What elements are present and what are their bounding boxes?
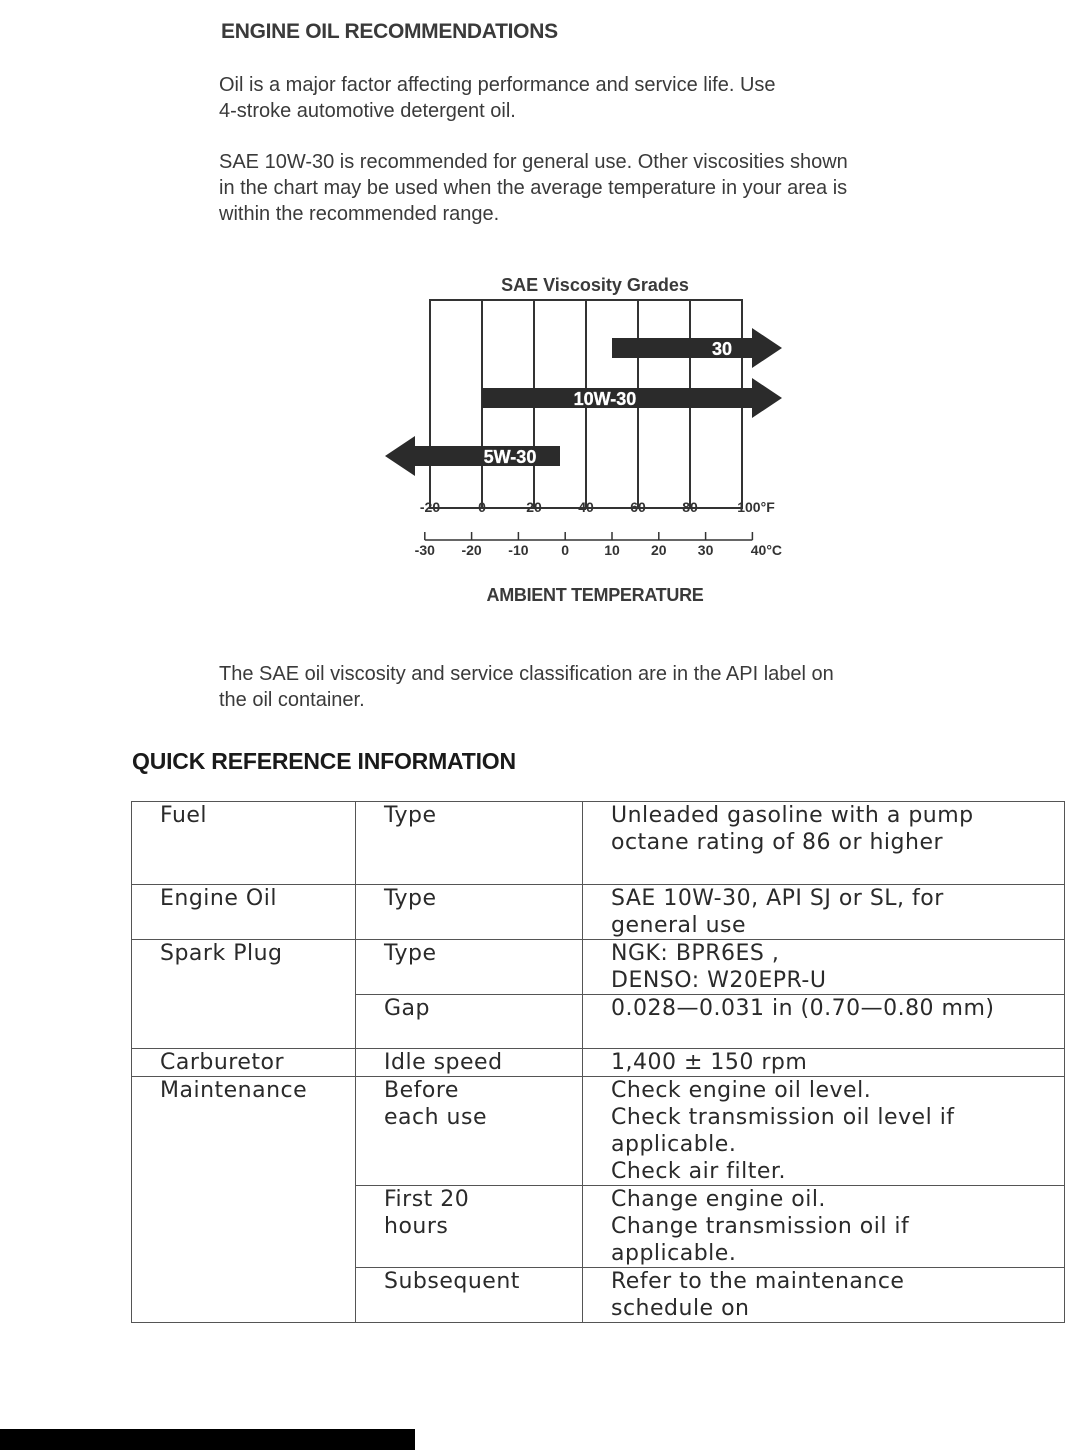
table-row: [132, 885, 1065, 940]
fahrenheit-tick-label: 100°F: [737, 499, 775, 515]
celsius-tick-label: 30: [697, 542, 714, 558]
value-line: Check air filter.: [611, 1159, 786, 1184]
value-line: SAE 10W-30, API SJ or SL, for: [611, 886, 944, 911]
chart-title: SAE Viscosity Grades: [501, 275, 689, 295]
value-cell: [583, 1186, 1065, 1268]
celsius-tick-label: 0: [561, 542, 570, 558]
item-cell: [356, 1049, 583, 1077]
value-line: Refer to the maintenance: [611, 1269, 905, 1294]
item-cell: [356, 885, 583, 940]
bar-label: 10W-30: [573, 389, 637, 409]
item-cell: [356, 1186, 583, 1268]
value-line: octane rating of 86 or higher: [611, 830, 944, 855]
fahrenheit-tick-label: 60: [630, 499, 646, 515]
item-cell: [356, 940, 583, 995]
category-cell: [132, 885, 356, 940]
celsius-tick-label: -10: [508, 542, 529, 558]
item-label: Type: [384, 886, 437, 911]
celsius-tick-label: 10: [604, 542, 620, 558]
fahrenheit-tick-label: 80: [682, 499, 698, 515]
item-label: Type: [384, 803, 437, 828]
table-row: [132, 1049, 1065, 1077]
item-label: Subsequent: [384, 1269, 520, 1294]
item-label: hours: [384, 1214, 449, 1239]
viscosity-line: in the chart may be used when the average temperature in your area is: [219, 177, 848, 199]
item-label: Idle speed: [384, 1050, 503, 1075]
celsius-tick-label: 20: [651, 542, 667, 558]
value-line: 1,400 ± 150 rpm: [611, 1050, 808, 1075]
item-label: each use: [384, 1105, 487, 1130]
bar-label: 5W-30: [483, 447, 537, 467]
value-line: applicable.: [611, 1132, 737, 1157]
table-row: [132, 1077, 1065, 1186]
table-row: [132, 940, 1065, 995]
oil-intro-line: Oil is a major factor affecting performance and service life. Use: [219, 74, 776, 96]
value-line: 0.028—0.031 in (0.70—0.80 mm): [611, 996, 995, 1021]
viscosity-line: within the recommended range.: [219, 203, 500, 225]
api-label-line: The SAE oil viscosity and service classification are in the API label on: [219, 663, 834, 685]
table-row: [132, 802, 1065, 885]
oil-intro-paragraph: [219, 72, 989, 124]
category-label: Spark Plug: [160, 941, 283, 966]
category-cell: [132, 1077, 356, 1323]
value-cell: [583, 995, 1065, 1049]
engine-oil-heading: ENGINE OIL RECOMMENDATIONS: [221, 20, 558, 43]
viscosity-line: SAE 10W-30 is recommended for general use. Other viscosities shown: [219, 151, 848, 173]
chart-x-axis-label: AMBIENT TEMPERATURE: [486, 585, 704, 605]
item-label: Before: [384, 1078, 459, 1103]
category-cell: [132, 1049, 356, 1077]
viscosity-paragraph: [219, 149, 989, 227]
api-label-paragraph: [219, 661, 989, 713]
fahrenheit-tick-label: 40: [578, 499, 594, 515]
category-cell: [132, 802, 356, 885]
item-label: Type: [384, 941, 437, 966]
value-line: Change transmission oil if: [611, 1214, 910, 1239]
category-label: Maintenance: [160, 1078, 308, 1103]
item-cell: [356, 1268, 583, 1323]
fahrenheit-tick-label: 20: [526, 499, 542, 515]
celsius-tick-label: -30: [414, 542, 435, 558]
chart-bars: [385, 328, 782, 476]
value-cell: [583, 885, 1065, 940]
celsius-tick-label: -20: [461, 542, 482, 558]
value-line: NGK: BPR6ES ,: [611, 941, 780, 966]
viscosity-chart: [380, 290, 810, 570]
value-line: Check engine oil level.: [611, 1078, 872, 1103]
item-label: Gap: [384, 996, 430, 1021]
quick-reference-heading: QUICK REFERENCE INFORMATION: [132, 748, 516, 774]
value-cell: [583, 1077, 1065, 1186]
category-label: Fuel: [160, 803, 208, 828]
value-line: general use: [611, 913, 747, 938]
value-line: Check transmission oil level if: [611, 1105, 955, 1130]
footer-black-bar: [0, 1429, 415, 1450]
item-cell: [356, 1077, 583, 1186]
oil-intro-line: 4-stroke automotive detergent oil.: [219, 100, 516, 122]
category-label: Carburetor: [160, 1050, 285, 1075]
value-cell: [583, 1268, 1065, 1323]
item-label: First 20: [384, 1187, 470, 1212]
value-line: schedule on: [611, 1296, 750, 1321]
value-cell: [583, 802, 1065, 885]
item-cell: [356, 995, 583, 1049]
category-cell: [132, 940, 356, 1049]
value-line: Unleaded gasoline with a pump: [611, 803, 974, 828]
fahrenheit-tick-label: -20: [419, 499, 441, 515]
value-line: DENSO: W20EPR-U: [611, 968, 827, 993]
bar-label: 30: [711, 339, 733, 359]
api-label-line: the oil container.: [219, 689, 365, 711]
fahrenheit-tick-label: 0: [478, 499, 486, 515]
quick-reference-table: [131, 801, 1065, 1323]
value-cell: [583, 940, 1065, 995]
item-cell: [356, 802, 583, 885]
value-line: applicable.: [611, 1241, 737, 1266]
category-label: Engine Oil: [160, 886, 277, 911]
celsius-tick-label: 40°C: [750, 542, 783, 558]
value-cell: [583, 1049, 1065, 1077]
value-line: Change engine oil.: [611, 1187, 826, 1212]
